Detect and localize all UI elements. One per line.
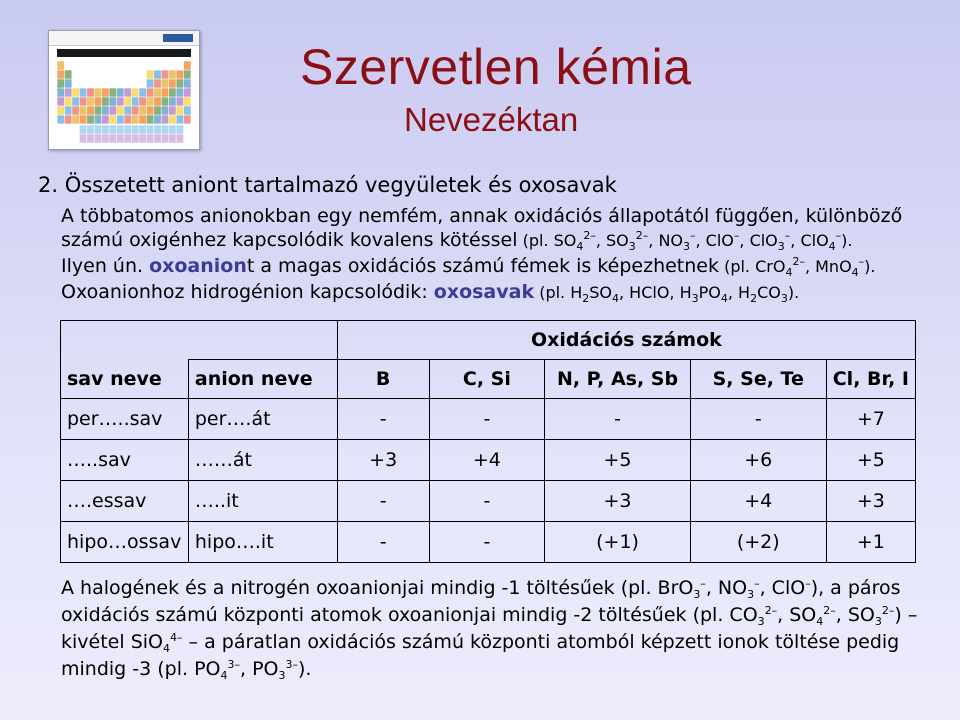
paragraph-line-2-text: számú oxigénhez kapcsolódik kovalens kötéssel xyxy=(61,229,518,251)
slide-subtitle: Nevezéktan xyxy=(404,101,579,138)
linde-logo xyxy=(163,34,193,42)
cell-value: +3 xyxy=(826,481,915,522)
cell-value: +4 xyxy=(690,481,826,522)
column-header-cl-br-i: Cl, Br, I xyxy=(826,360,915,399)
column-header-acid-name: sav neve xyxy=(61,360,189,399)
footer-line-1-text: A halogének és a nitrogén oxoanionjai mindig -1 töltésűek (pl. xyxy=(61,577,658,599)
oxidation-number-table xyxy=(60,320,916,563)
halogen-examples: BrO$_3$–, $NO_3^-$, ClO–), a páros xyxy=(657,577,901,601)
column-header-b: B xyxy=(337,360,429,399)
footer-line-2-text: oxidációs számú központi atomok oxoanionjai mindig -2 töltésűek (pl. xyxy=(61,604,730,626)
cell-acid-name: ….essav xyxy=(61,481,189,522)
cell-value: - xyxy=(545,399,690,440)
keyword-oxosavak: oxosavak xyxy=(433,281,535,303)
cell-anion-name: …..it xyxy=(188,481,337,522)
cell-anion-name: ……át xyxy=(188,440,337,481)
line-3-prefix: Ilyen ún. xyxy=(61,255,150,277)
cell-value: - xyxy=(429,481,545,522)
footer-line-1 xyxy=(61,577,900,599)
line-3-text: t a magas oxidációs számú fémek is képezhetnek xyxy=(246,255,719,277)
anion-examples: $SO_4^{2-}$, $SO_3^{2-}$, $NO_3^-$, ClO–, ClO$_3$–, ClO$_4$–). xyxy=(553,229,853,253)
section-heading: 2. Összetett aniont tartalmazó vegyületek és oxosavak xyxy=(38,173,617,197)
periodic-table-grid-icon xyxy=(57,61,191,143)
thumbnail-caption-band xyxy=(57,49,191,57)
cell-anion-name: per….át xyxy=(188,399,337,440)
example-prefix: (pl. xyxy=(517,231,554,250)
line-3-example-prefix: (pl. xyxy=(719,257,756,276)
cell-value: (+1) xyxy=(545,522,690,563)
silicate-example: SiO$_4^{4-}$ – xyxy=(130,631,199,655)
paragraph-line-4 xyxy=(61,281,799,304)
periodic-table-thumbnail xyxy=(48,30,200,150)
group-header-oxidation-numbers: Oxidációs számok xyxy=(337,321,915,360)
footer-line-4 xyxy=(61,658,311,680)
footer-line-3 xyxy=(61,631,899,653)
cell-value: (+2) xyxy=(690,522,826,563)
cell-value: +7 xyxy=(826,399,915,440)
footer-line-4-prefix: mindig -3 (pl. xyxy=(61,658,195,680)
cell-value: - xyxy=(337,522,429,563)
cell-acid-name: per…..sav xyxy=(61,399,189,440)
cell-value: +5 xyxy=(545,440,690,481)
footer-line-2 xyxy=(61,604,917,626)
line-4-example-prefix: (pl. xyxy=(534,283,571,302)
table-row xyxy=(61,481,916,522)
cell-acid-name: hipo…ossav xyxy=(61,522,189,563)
table-row xyxy=(61,399,916,440)
cell-acid-name: …..sav xyxy=(61,440,189,481)
cell-value: +3 xyxy=(337,440,429,481)
cell-value: +5 xyxy=(826,440,915,481)
keyword-oxoanion: oxoanion xyxy=(149,255,247,277)
cell-value: +4 xyxy=(429,440,545,481)
table-row xyxy=(61,440,916,481)
line-4-prefix: Oxoanionhoz hidrogénion kapcsolódik: xyxy=(61,281,434,303)
paragraph-line-1: A többatomos anionokban egy nemfém, annak oxidációs állapotától függően, különböző xyxy=(61,205,903,227)
cell-value: - xyxy=(337,481,429,522)
cell-value: - xyxy=(337,399,429,440)
table-group-header-row xyxy=(61,321,916,360)
cell-value: +3 xyxy=(545,481,690,522)
cell-value: - xyxy=(429,399,545,440)
table-header-row xyxy=(61,360,916,399)
slide-title: Szervetlen kémia xyxy=(300,39,692,95)
paragraph-line-3 xyxy=(61,255,876,278)
cell-value: - xyxy=(429,522,545,563)
cell-value: - xyxy=(690,399,826,440)
cell-anion-name: hipo….it xyxy=(188,522,337,563)
column-header-anion-name: anion neve xyxy=(188,360,337,399)
metal-oxoanion-examples: CrO$_4^{2-}$, MnO$_4$–). xyxy=(755,255,876,279)
column-header-c-si: C, Si xyxy=(429,360,545,399)
footer-line-3-prefix: kivétel xyxy=(61,631,131,653)
footer-line-3-text: a páratlan oxidációs számú központi atomból képzett ionok töltése pedig xyxy=(198,631,900,653)
oxoacid-examples: $H_2SO_4$, HClO, $H_3PO_4$, $H_2CO_3$). xyxy=(570,283,800,305)
even-examples: $CO_3^{2-}$, $SO_4^{2-}$, $SO_3^{2-}$) – xyxy=(729,604,918,628)
cell-value: +6 xyxy=(690,440,826,481)
column-header-n-p-as-sb: N, P, As, Sb xyxy=(545,360,690,399)
cell-value: +1 xyxy=(826,522,915,563)
table-row xyxy=(61,522,916,563)
odd-examples: $PO_4^{3-}$, $PO_3^{3-}$). xyxy=(194,658,312,682)
column-header-s-se-te: S, Se, Te xyxy=(690,360,826,399)
paragraph-line-2 xyxy=(61,229,853,252)
